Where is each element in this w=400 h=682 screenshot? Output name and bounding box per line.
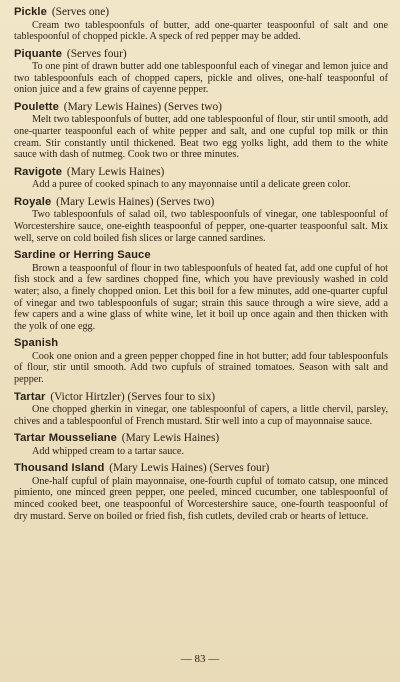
recipe-heading <box>14 101 388 115</box>
recipe-text: Add a puree of cooked spinach to any mayonnaise until a delicate green color. <box>32 179 351 191</box>
recipe-name: Sardine or Herring Sauce <box>14 249 151 262</box>
recipe-meta: (Mary Lewis Haines) (Serves four) <box>109 462 270 475</box>
recipe-ravigote <box>14 166 388 191</box>
recipe-text: Cook one onion and a green pepper chopped fine in hot butter; add four tablespoonfuls of flour, stir until smooth. Add two cupfuls of strained tomatoes. Season with salt and pepper. <box>14 350 388 385</box>
recipe-text: To one pint of drawn butter add one tablespoonful each of vinegar and lemon juice and two tablespoonfuls each of chopped capers, pickle and olives, one-half teaspoonful of onion juice and a few grains of cayenne pepper. <box>14 61 388 96</box>
recipe-heading <box>14 249 388 263</box>
recipe-meta: (Victor Hirtzler) (Serves four to six) <box>50 390 216 403</box>
recipe-poulette <box>14 101 388 161</box>
recipe-meta: (Mary Lewis Haines) <box>66 165 165 178</box>
recipe-text: Two tablespoonfuls of salad oil, two tablespoonfuls of vinegar, one tablespoonful of Worcestershire sauce, one-eighth teaspoonful of pepper, one-quarter teaspoonful salt. Mix well, serve on cold boiled fish slices or large canned sardines. <box>14 209 388 244</box>
recipe-text: One-half cupful of plain mayonnaise, one-fourth cupful of tomato catsup, one minced pimiento, one minced green pepper, one peeled, minced cucumber, one tablespoonful of minced cooked beet, one teaspoonful of Worcestershire sauce, one-fourth teaspoonful of dry mustard. Serve on boiled or fried fish, fish cutlets, deviled crab or hearts of lettuce. <box>14 475 388 522</box>
page-number: — 83 — <box>180 653 220 665</box>
recipe-meta: (Mary Lewis Haines) (Serves two) <box>63 100 222 113</box>
recipe-tartar <box>14 391 388 428</box>
recipe-name: Thousand Island <box>14 462 105 475</box>
recipe-pickle <box>14 6 388 43</box>
recipe-meta: (Serves four) <box>66 47 127 60</box>
recipe-heading <box>14 6 388 20</box>
recipe-text: Cream two tablespoonfuls of butter, add one-quarter teaspoonful of salt and one tablespoonful of chopped pickle. A speck of red pepper may be added. <box>14 19 388 43</box>
recipe-meta: (Serves one) <box>51 6 110 18</box>
recipe-meta: (Mary Lewis Haines) <box>121 432 220 445</box>
recipe-name: Spanish <box>14 337 59 350</box>
recipe-text: Brown a teaspoonful of flour in two tablespoonfuls of heated fat, add one cupful of hot fish stock and a few sardines chopped fine, which you have previously washed in cold water; also, a finely chopped onion. Let this boil for a few minutes, add one-quarter cupful of vinegar and two tablespoonfuls of sugar; strain this sauce through a wire sieve, add a few capers and a wine glass of white wine, let it boil up once again and then thicken with the yolk of one egg. <box>14 262 388 332</box>
recipe-heading <box>14 196 388 210</box>
recipe-sardine-or-herring-sauce <box>14 249 388 332</box>
recipe-thousand-island <box>14 462 388 522</box>
recipe-piquante <box>14 48 388 96</box>
recipe-text: Melt two tablespoonfuls of butter, add one tablespoonful of flour, stir until smooth, add one-quarter teaspoonful each of white pepper and salt, and one cupful top milk or thin cream. Stir constantly until thickened. Beat two egg yolks light, add them to the white sauce with dash of nutmeg. Cook two or three minutes. <box>14 114 388 161</box>
recipe-name: Tartar Mousseliane <box>14 432 117 445</box>
recipe-name: Tartar <box>14 390 46 403</box>
recipe-spanish <box>14 337 388 385</box>
recipe-text: One chopped gherkin in vinegar, one tablespoonful of capers, a little chervil, parsley, chives and a tablespoonful of French mustard. Stir well into a cup of mayonnaise sauce. <box>14 404 388 427</box>
recipe-text: Add whipped cream to a tartar sauce. <box>32 445 184 457</box>
recipe-heading <box>14 166 388 180</box>
recipe-tartar-mousseliane <box>14 432 388 457</box>
recipe-meta: (Mary Lewis Haines) (Serves two) <box>56 195 215 208</box>
recipe-royale <box>14 196 388 244</box>
recipe-name: Ravigote <box>14 165 63 178</box>
recipe-heading <box>14 391 388 405</box>
recipe-heading <box>14 462 388 476</box>
recipe-heading <box>14 48 388 62</box>
recipe-name: Piquante <box>14 47 63 60</box>
recipe-heading <box>14 432 388 446</box>
recipe-heading <box>14 337 388 351</box>
recipe-name: Pickle <box>14 6 47 18</box>
recipe-name: Poulette <box>14 100 59 113</box>
recipe-name: Royale <box>14 195 52 208</box>
